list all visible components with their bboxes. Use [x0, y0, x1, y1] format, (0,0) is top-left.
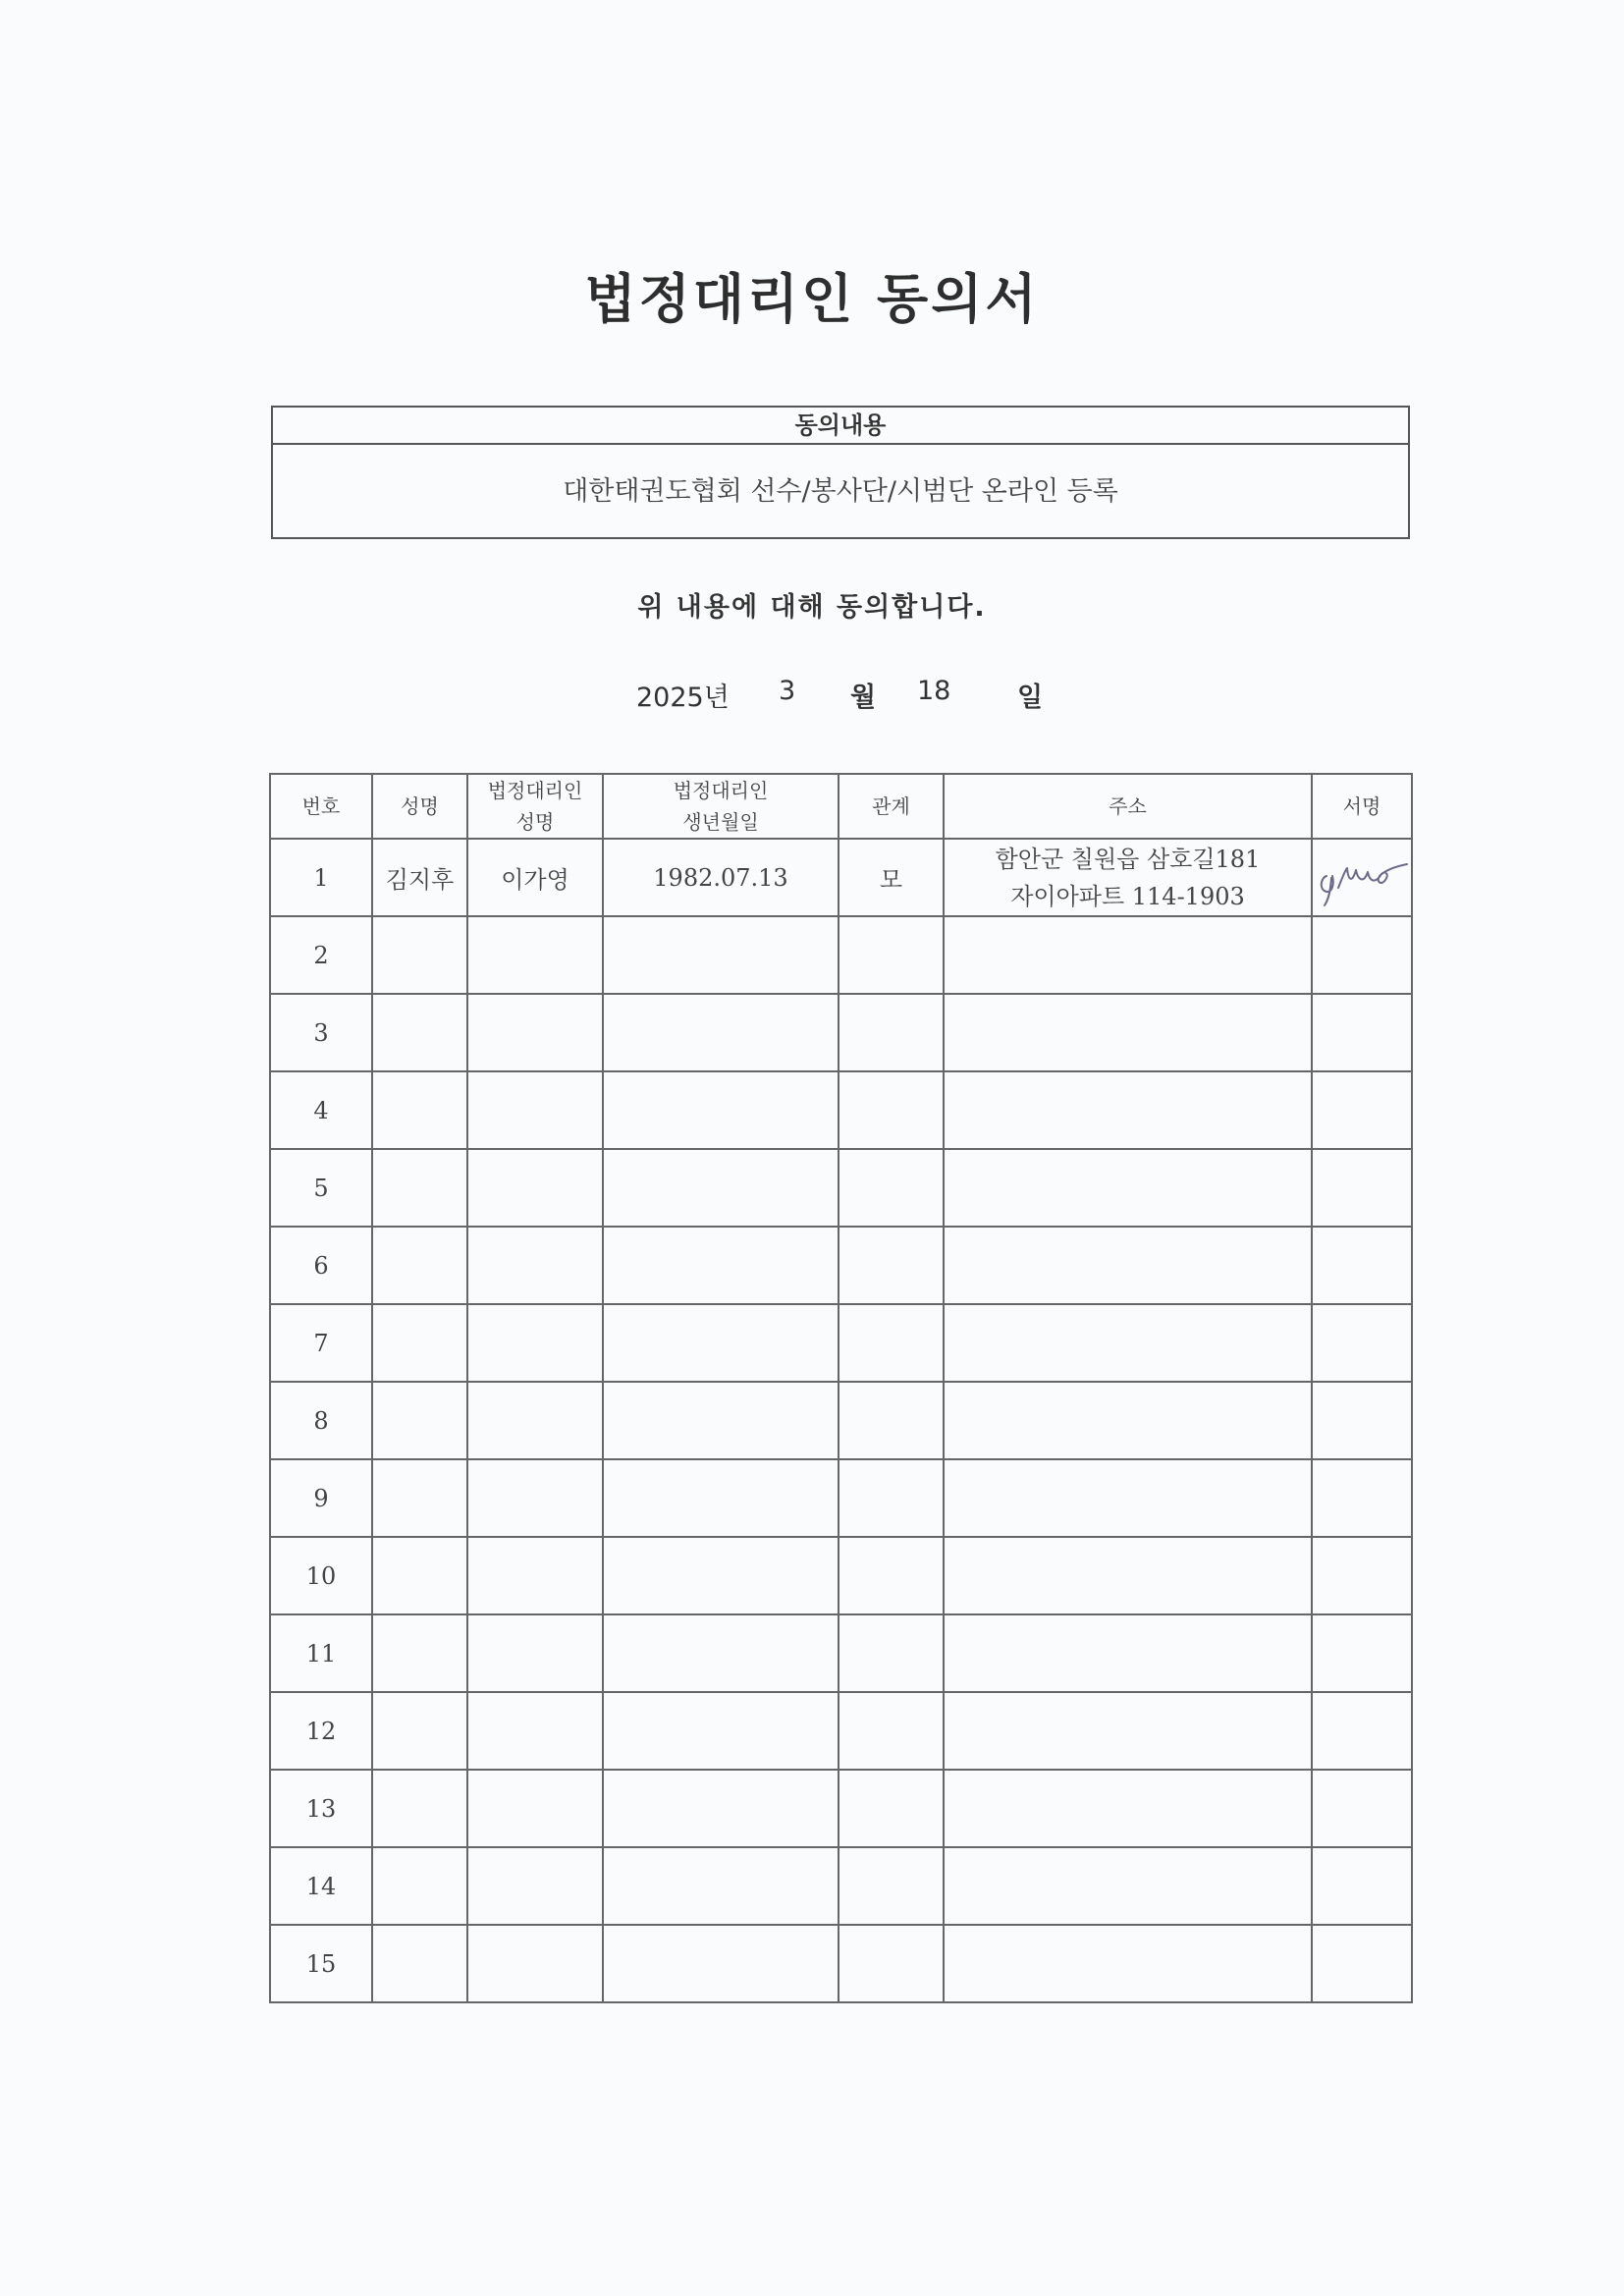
row-address-line2: 자이아파트 114-1903: [1010, 882, 1245, 910]
header-guardian-name: [467, 774, 603, 839]
row-no: 2: [270, 916, 372, 994]
row-no: 4: [270, 1071, 372, 1149]
row-no: 8: [270, 1382, 372, 1459]
row-no: 1: [270, 839, 372, 916]
row-no: 10: [270, 1537, 372, 1614]
header-address: 주소: [944, 774, 1312, 839]
table-row: [270, 1459, 1412, 1537]
header-no: 번호: [270, 774, 372, 839]
row-no: 15: [270, 1925, 372, 2002]
row-no: 3: [270, 994, 372, 1071]
table-row: [270, 1692, 1412, 1770]
row-no: 9: [270, 1459, 372, 1537]
row-name: 김지후: [372, 839, 467, 916]
header-guardian-name-line1: 법정대리인: [487, 779, 583, 802]
consent-header: 동의내용: [273, 408, 1408, 445]
guardian-roster-table: [269, 773, 1413, 2003]
header-guardian-birth-line1: 법정대리인: [673, 779, 769, 802]
row-no: 5: [270, 1149, 372, 1227]
header-name: 성명: [372, 774, 467, 839]
date-month-unit: 월: [850, 683, 877, 713]
date-year: 2025년: [636, 683, 730, 713]
table-row: [270, 1614, 1412, 1692]
table-row: [270, 1227, 1412, 1304]
row-address: [944, 839, 1312, 916]
table-row: [270, 1537, 1412, 1614]
row-guardian-name: 이가영: [467, 839, 603, 916]
table-row: [270, 1847, 1412, 1925]
row-no: 11: [270, 1614, 372, 1692]
table-row: [270, 1149, 1412, 1227]
consent-content-box: [271, 406, 1410, 539]
table-row: [270, 916, 1412, 994]
row-no: 12: [270, 1692, 372, 1770]
row-signature: [1312, 839, 1412, 916]
table-row: [270, 1382, 1412, 1459]
date-month: 3: [779, 676, 796, 706]
header-guardian-birth-line2: 생년월일: [682, 810, 759, 834]
table-row: [270, 839, 1412, 916]
row-no: 6: [270, 1227, 372, 1304]
handwritten-signature: [1313, 848, 1411, 907]
table-header-row: [270, 774, 1412, 839]
header-guardian-birth: [603, 774, 839, 839]
date-day-unit: 일: [1017, 683, 1044, 713]
header-relation: 관계: [839, 774, 944, 839]
row-address-line1: 함안군 칠원읍 삼호길181: [995, 845, 1261, 873]
row-guardian-birth: 1982.07.13: [603, 839, 839, 916]
date-day: 18: [917, 676, 951, 706]
table-row: [270, 1304, 1412, 1382]
table-row: [270, 1770, 1412, 1847]
header-guardian-name-line2: 성명: [515, 810, 555, 834]
agree-statement: 위 내용에 대해 동의합니다.: [637, 592, 987, 623]
header-signature: 서명: [1312, 774, 1412, 839]
row-no: 13: [270, 1770, 372, 1847]
row-no: 7: [270, 1304, 372, 1382]
table-row: [270, 994, 1412, 1071]
row-relation: 모: [839, 839, 944, 916]
row-no: 14: [270, 1847, 372, 1925]
table-row: [270, 1925, 1412, 2002]
document-title: 법정대리인 동의서: [584, 268, 1040, 330]
table-row: [270, 1071, 1412, 1149]
consent-body: 대한태권도협회 선수/봉사단/시범단 온라인 등록: [563, 476, 1118, 507]
